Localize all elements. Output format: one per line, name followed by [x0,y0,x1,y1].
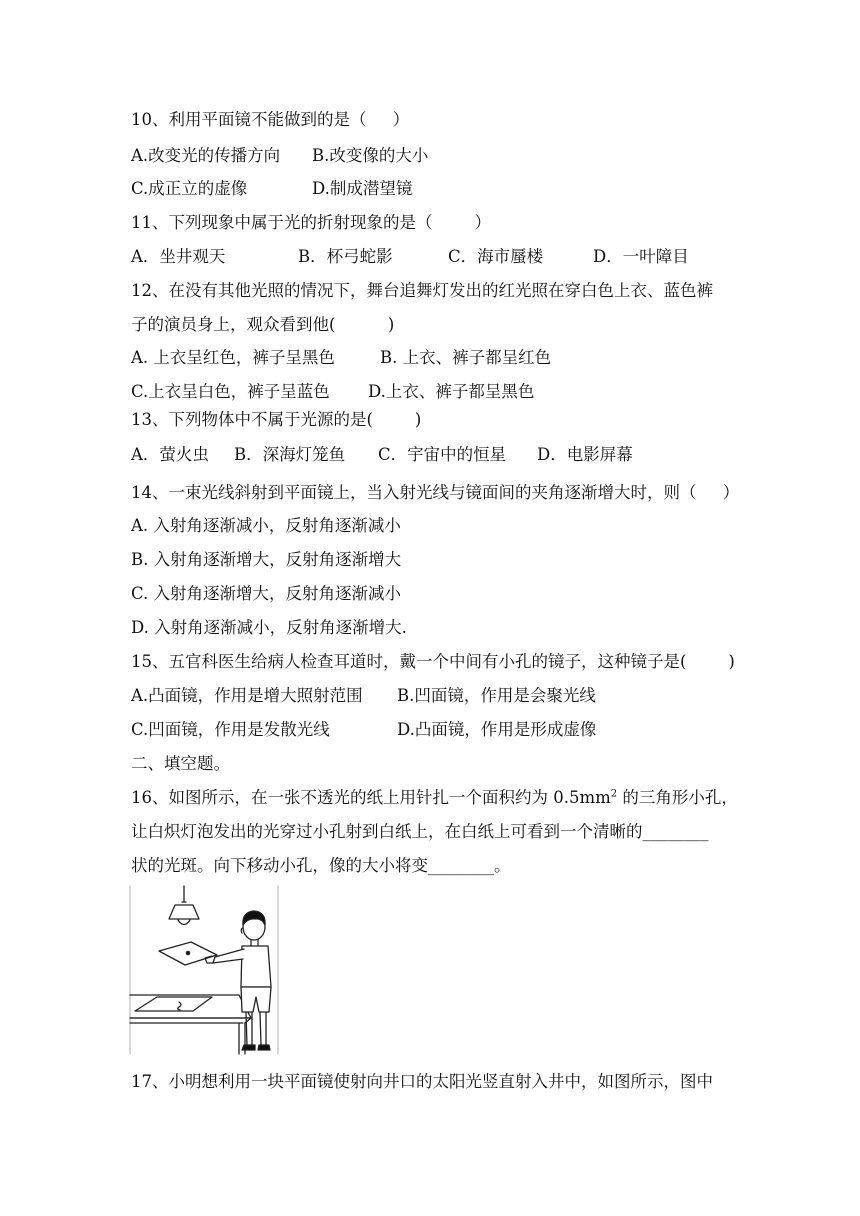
q13-stem: 13、下列物体中不属于光源的是( ) [131,410,422,429]
q11-option-c: C．海市蜃楼 [448,247,544,266]
q15-option-a: A.凸面镜，作用是增大照射范围 [131,686,363,705]
q12-option-c: C.上衣呈白色，裤子呈蓝色 [131,382,330,401]
q13-option-b: B．深海灯笼鱼 [234,445,346,464]
q10-option-a: A.改变光的传播方向 [131,146,281,165]
q13-option-d: D．电影屏幕 [537,445,633,464]
q11-option-b: B．杯弓蛇影 [298,247,393,266]
q13-option-c: C．宇宙中的恒星 [378,445,507,464]
q13-option-a: A．萤火虫 [131,445,209,464]
q15-option-d: D.凸面镜，作用是形成虚像 [397,720,597,739]
q14-option-c: C. 入射角逐渐增大，反射角逐渐减小 [131,584,402,603]
q15-option-b: B.凹面镜，作用是会聚光线 [397,686,596,705]
q14-option-a: A. 入射角逐渐减小，反射角逐渐减小 [131,516,401,535]
q10-option-c: C.成正立的虚像 [131,179,248,198]
q11-option-d: D．一叶障目 [593,247,689,266]
q12-option-d: D.上衣、裤子都呈黑色 [368,382,535,401]
q10-option-d: D.制成潜望镜 [312,179,413,198]
q14-option-d: D. 入射角逐渐减小，反射角逐渐增大. [131,618,407,637]
q12-option-a: A. 上衣呈红色，裤子呈黑色 [131,348,335,367]
q10-option-b: B.改变像的大小 [312,146,429,165]
q16-superscript: 2 [610,788,618,800]
q10-stem: 10、利用平面镜不能做到的是（ ） [131,110,410,129]
q14-option-b: B. 入射角逐渐增大，反射角逐渐增大 [131,550,402,569]
q16-pinhole-figure [129,885,279,1055]
q11-option-a: A．坐井观天 [131,247,226,266]
q16-line2: 让白炽灯泡发出的光穿过小孔射到白纸上，在白纸上可看到一个清晰的________ [131,822,709,841]
q12-stem-line2: 子的演员身上，观众看到他( ) [131,315,395,334]
section-heading-fill-in: 二、填空题。 [131,754,230,773]
q16-line1-text-a: 16、如图所示，在一张不透光的纸上用针扎一个面积约为 0.5mm [131,788,611,807]
q15-option-c: C.凹面镜，作用是发散光线 [131,720,330,739]
q16-line3: 状的光斑。向下移动小孔，像的大小将变________。 [131,856,511,875]
q15-stem: 15、五官科医生给病人检查耳道时，戴一个中间有小孔的镜子，这种镜子是( ) [131,652,735,671]
q12-stem-line1: 12、在没有其他光照的情况下，舞台追舞灯发出的红光照在穿白色上衣、蓝色裤 [131,281,713,300]
q16-line1 [131,786,738,810]
q14-stem: 14、一束光线斜射到平面镜上，当入射光线与镜面间的夹角逐渐增大时，则（ ） [131,483,740,502]
q12-option-b: B. 上衣、裤子都呈红色 [380,348,552,367]
q11-stem: 11、下列现象中属于光的折射现象的是（ ） [131,213,491,232]
q17-line1: 17、小明想利用一块平面镜使射向井口的太阳光竖直射入井中，如图所示，图中 [131,1072,713,1091]
q16-line1-text-b: 的三角形小孔， [617,788,738,807]
